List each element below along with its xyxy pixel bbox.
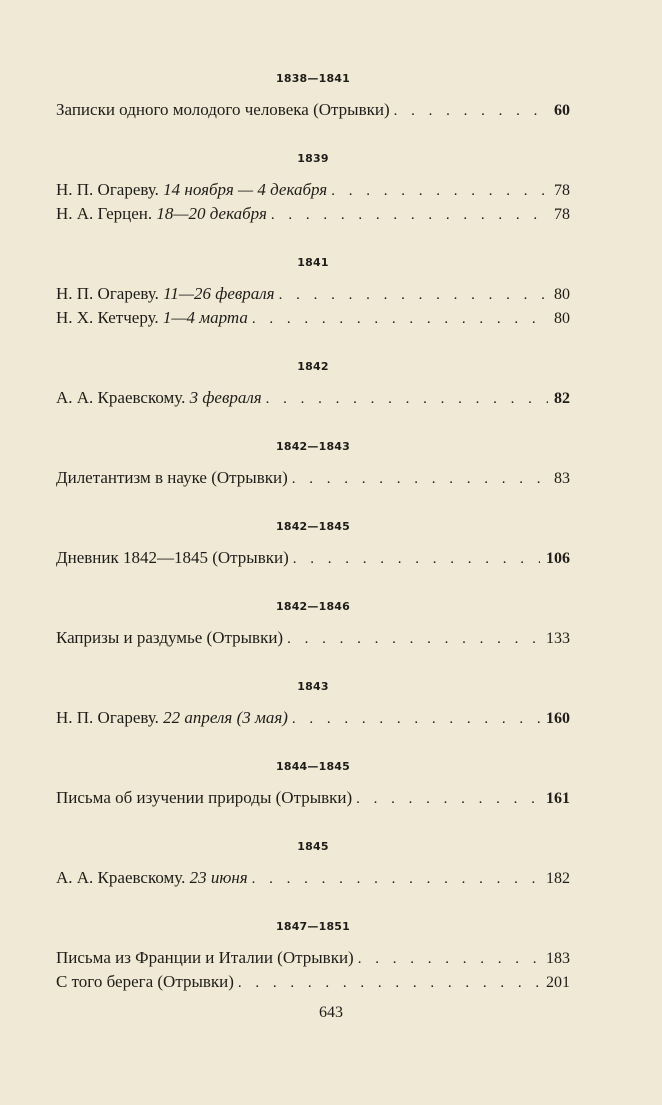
entry-title-text: Дневник 1842—1845 (Отрывки) xyxy=(56,548,289,567)
dot-leader xyxy=(292,707,540,731)
entry-page-number: 78 xyxy=(554,182,570,199)
entry-title xyxy=(56,178,327,202)
toc-section xyxy=(56,752,570,810)
section-year-heading: 1845 xyxy=(297,840,329,853)
toc-section xyxy=(56,672,570,730)
entry-page-number: 83 xyxy=(554,470,570,487)
toc-section xyxy=(56,512,570,570)
entry-title xyxy=(56,466,288,490)
entry-title xyxy=(56,866,248,890)
section-year-heading: 1842—1846 xyxy=(275,600,351,613)
toc-section xyxy=(56,592,570,650)
toc-section xyxy=(56,352,570,410)
entry-title-text: Записки одного молодого человека (Отрывки) xyxy=(56,100,390,119)
entry-page-number: 133 xyxy=(546,630,570,647)
dot-leader xyxy=(266,387,548,411)
entry-dates: 11—26 февраля xyxy=(163,284,275,303)
entry-dates: 14 ноября — 4 декабря xyxy=(163,180,328,199)
toc-entry xyxy=(56,546,570,570)
entry-title xyxy=(56,946,354,970)
dot-leader xyxy=(358,947,540,971)
entry-title xyxy=(56,98,390,122)
section-year-heading: 1842—1843 xyxy=(275,440,351,453)
page-number: 643 xyxy=(319,1004,343,1021)
entry-title xyxy=(56,786,352,810)
entry-dates: 18—20 декабря xyxy=(156,204,267,223)
section-year-heading: 1843 xyxy=(297,680,329,693)
entry-title xyxy=(56,306,248,330)
section-year-heading: 1841 xyxy=(297,256,329,269)
dot-leader xyxy=(356,787,540,811)
table-of-contents xyxy=(56,64,570,994)
entry-page-number: 80 xyxy=(554,286,570,303)
entry-title-text: Письма из Франции и Италии (Отрывки) xyxy=(56,948,354,967)
section-year-heading: 1842 xyxy=(297,360,329,373)
entry-page-number: 106 xyxy=(546,550,570,567)
dot-leader xyxy=(394,99,548,123)
toc-section xyxy=(56,144,570,226)
dot-leader xyxy=(331,179,548,203)
entry-title-text: Н. П. Огареву. xyxy=(56,180,159,199)
section-year-heading: 1847—1851 xyxy=(275,920,351,933)
entry-page-number: 161 xyxy=(546,790,570,807)
entry-title-text: Н. П. Огареву. xyxy=(56,708,159,727)
toc-entry xyxy=(56,202,570,226)
entry-title xyxy=(56,282,275,306)
entry-title-text: С того берега (Отрывки) xyxy=(56,972,234,991)
entry-page-number: 78 xyxy=(554,206,570,223)
entry-title xyxy=(56,626,283,650)
toc-entry xyxy=(56,626,570,650)
entry-title-text: А. А. Краевскому. xyxy=(56,868,186,887)
entry-page-number: 182 xyxy=(546,870,570,887)
entry-title-text: Н. А. Герцен. xyxy=(56,204,153,223)
entry-title-text: Н. Х. Кетчеру. xyxy=(56,308,159,327)
entry-page-number: 160 xyxy=(546,710,570,727)
entry-page-number: 82 xyxy=(554,390,570,407)
entry-page-number: 201 xyxy=(546,974,570,991)
toc-entry xyxy=(56,98,570,122)
toc-entry xyxy=(56,386,570,410)
entry-page-number: 183 xyxy=(546,950,570,967)
entry-dates: 23 июня xyxy=(189,868,248,887)
entry-title xyxy=(56,202,267,226)
entry-title xyxy=(56,546,289,570)
entry-page-number: 60 xyxy=(554,102,570,119)
dot-leader xyxy=(252,307,548,331)
toc-entry xyxy=(56,282,570,306)
toc-section xyxy=(56,432,570,490)
toc-entry xyxy=(56,866,570,890)
toc-entry xyxy=(56,970,570,994)
section-year-heading: 1844—1845 xyxy=(275,760,351,773)
dot-leader xyxy=(271,203,548,227)
toc-list xyxy=(56,64,570,994)
dot-leader xyxy=(292,467,548,491)
dot-leader xyxy=(252,867,540,891)
entry-title-text: Письма об изучении природы (Отрывки) xyxy=(56,788,353,807)
entry-page-number: 80 xyxy=(554,310,570,327)
toc-entry xyxy=(56,306,570,330)
toc-section xyxy=(56,832,570,890)
toc-section xyxy=(56,64,570,122)
entry-title-text: А. А. Краевскому. xyxy=(56,388,186,407)
entry-title xyxy=(56,706,288,730)
dot-leader xyxy=(279,283,548,307)
entry-dates: 1—4 марта xyxy=(162,308,248,327)
entry-dates: 22 апреля (3 мая) xyxy=(163,708,288,727)
entry-title-text: Капризы и раздумье (Отрывки) xyxy=(56,628,284,647)
section-year-heading: 1842—1845 xyxy=(275,520,351,533)
entry-dates: 3 февраля xyxy=(189,388,262,407)
section-year-heading: 1838—1841 xyxy=(275,72,351,85)
toc-entry xyxy=(56,466,570,490)
dot-leader xyxy=(238,971,540,995)
entry-title-text: Н. П. Огареву. xyxy=(56,284,159,303)
entry-title-text: Дилетантизм в науке (Отрывки) xyxy=(56,468,288,487)
toc-section xyxy=(56,912,570,994)
entry-title xyxy=(56,386,262,410)
toc-section xyxy=(56,248,570,330)
toc-entry xyxy=(56,706,570,730)
dot-leader xyxy=(293,547,540,571)
dot-leader xyxy=(287,627,540,651)
toc-entry xyxy=(56,178,570,202)
toc-entry xyxy=(56,946,570,970)
section-year-heading: 1839 xyxy=(297,152,329,165)
toc-entry xyxy=(56,786,570,810)
entry-title xyxy=(56,970,234,994)
